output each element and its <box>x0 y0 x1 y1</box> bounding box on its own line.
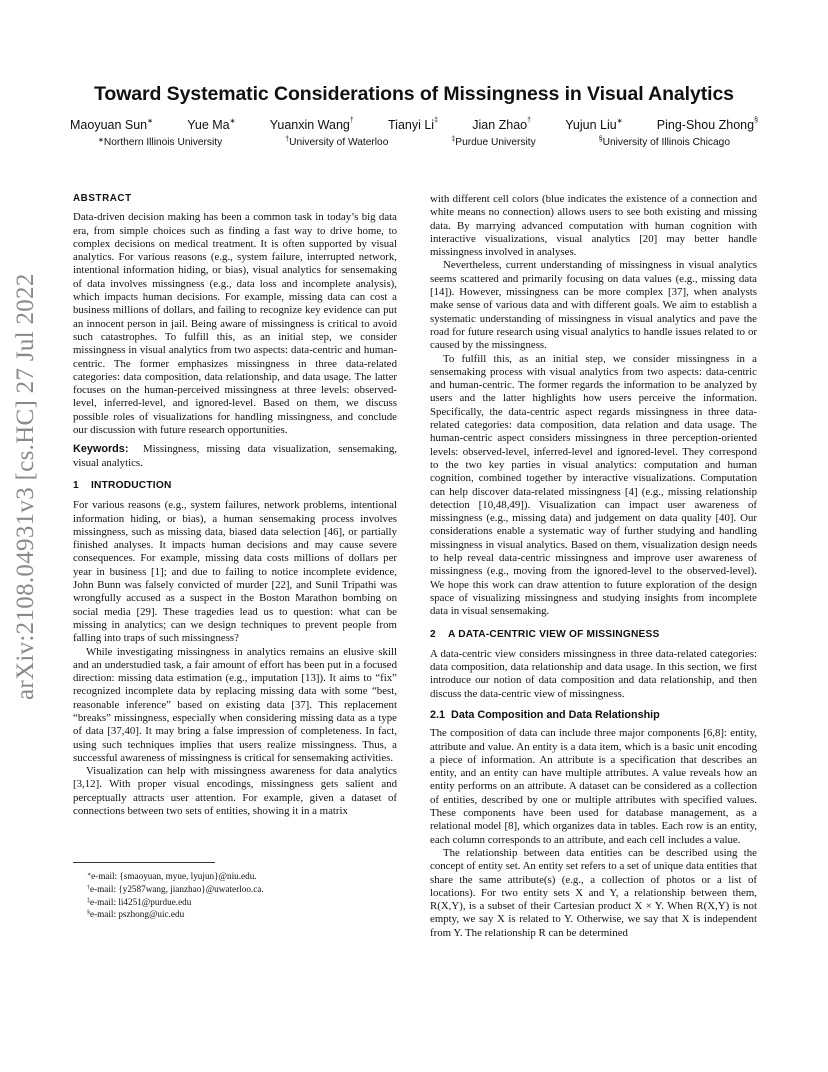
paragraph: The composition of data can include three major components [6,8]: entity, attribute and value. An entity is a data item, which is a basic unit encoding a piece of information. An attribute is a specification that describes an entity, and an entity can have multiple attributes. A value reveals how an entity performs on an attribute. A dataset can be considered as a collection of entities, described by one or multiple attributes with specified values. These components have been used for database management, as a relational model [8], which organizes data in tables. Each row is an entity, each column corresponds to an attribute, and each cell includes a value. <box>430 727 757 846</box>
paragraph: The relationship between data entities can be described using the concept of entity set. An entity set refers to a set of unique data entities that share the same attribute(s) (e.g., a collection of photos or a list of locations). For two entity sets X and Y, a relationship between them, R(X,Y), is a subset of their Cartesian product X × Y. When R(X,Y) is not empty, we say X is related to Y. Otherwise, we say that X is independent from Y. The relationship R can be determined <box>430 846 757 939</box>
affiliation: ∗Northern Illinois University <box>98 137 223 148</box>
paper-title: Toward Systematic Considerations of Missingness in Visual Analytics <box>94 83 734 105</box>
author: Tianyi Li‡ <box>388 117 438 132</box>
paragraph: Nevertheless, current understanding of missingness in visual analytics seems scattered and primarily focusing on data values (e.g., missing data [14]). However, missingness can be more complex [37], when analysts make sense of various data and with different goals. We aim to establish a systematic understanding of missingness in visual analytics and pave the road for future research using visual analytics to handle issues related to or caused by the missingness. <box>430 259 757 352</box>
footnote: ‡e-mail: li4251@purdue.edu <box>87 896 192 907</box>
keywords-label: Keywords: <box>73 443 129 456</box>
author: Maoyuan Sun∗ <box>70 118 154 132</box>
paragraph: To fulfill this, as an initial step, we consider missingness in a sensemaking process with visual analytics from two aspects: data-centric and human-centric. The former regards the information to be analyzed by users and the latter highlights how users perceive the information. Specifically, the data-centric aspect regards missingness in three data-related categories: data composition, data relation and data usage. The human-centric aspect considers missingness in three perception-oriented levels: observed-level, inferred-level and ignored-level. They correspond to the two key parties in visual analytics: computation and human cognition, combined together by interactive visualizations. Computation can help discover data-related missingness [4] (e.g., missing relationship detection [10,48,49]). Visualization can impact user awareness of missingness (e.g., missing data) and judgement on data quality [40]. Our considerations enable a systematic way of further studying and handling missingness in visual analytics. Based on them, visualization design needs to help reveal data-centric missingness and improve user awareness of missingness (e.g., moving from the ignored-level to the observed-level). We hope this work can draw attention to future exploration of the design space of visualizing missingness and studying insights from incomplete data in visual sensemaking. <box>430 352 757 618</box>
abstract-heading: ABSTRACT <box>73 193 132 204</box>
footnote-rule <box>73 862 215 863</box>
subsection-heading: 2.1 Data Composition and Data Relationship <box>430 708 660 721</box>
paragraph: with different cell colors (blue indicates the existence of a connection and white means no connection) allows users to see both existing and missing data. By marrying advanced computation with human cognition with interactive visualizations, visual analytics [20] may better handle missingness involved in analyses. <box>430 193 757 259</box>
footnote: ∗e-mail: {smaoyuan, myue, lyujun}@niu.edu. <box>87 871 257 881</box>
affiliation: †University of Waterloo <box>285 136 389 148</box>
footnote: §e-mail: pszhong@uic.edu <box>87 909 185 920</box>
paragraph: A data-centric view considers missingness in three data-related categories: data composition, data relationship and data usage. In this section, we first introduce our notion of data composition and data relationship, and then discuss the data-centric view of missingness. <box>430 647 757 700</box>
affiliation: ‡Purdue University <box>451 136 536 148</box>
paragraph: For various reasons (e.g., system failures, network problems, intentional information hiding, or bias), a human sensemaking process involves missingness, such as missing data, biased data selection [46], or partially finished analyses. It impacts human decisions and may cause severe consequences. For example, missing data costs millions of dollars per year in business [1]; and due to failing to notice incomplete evidence, John Bunn was falsely convicted of murder [22], and Sunil Tripathi was wrongfully accused as a suspect in the Boston Marathon bombing on social media [29]. These tragedies lead us to question: what can be missing in analytics; can we design techniques to prevent people from falling into traps of such missingness? <box>73 499 397 645</box>
author: Ping-Shou Zhong§ <box>656 117 758 132</box>
right-column <box>430 193 757 940</box>
keywords-text: Missingness, missing data visualization, sensemaking, visual analytics. <box>73 443 397 469</box>
author: Jian Zhao† <box>472 117 532 132</box>
affiliation-list <box>98 137 730 148</box>
left-column <box>73 192 397 818</box>
arxiv-identifier: arXiv:2108.04931v3 [cs.HC] 27 Jul 2022 <box>12 273 39 700</box>
footnote: †e-mail: {y2587wang, jianzhao}@uwaterloo.ca. <box>87 883 264 894</box>
section-heading-data-centric: 2 A DATA-CENTRIC VIEW OF MISSINGNESS <box>430 628 660 640</box>
author: Yujun Liu∗ <box>565 118 623 132</box>
author: Yue Ma∗ <box>187 118 236 132</box>
paragraph: Visualization can help with missingness awareness for data analytics [3,12]. With proper visual encodings, missingness gets salient and perceptually attracts user attention. For example, given a dataset of connections between two sets of entities, showing it in a matrix <box>73 765 397 818</box>
section-heading-introduction: 1 INTRODUCTION <box>73 479 172 491</box>
footnotes <box>73 862 397 921</box>
author-list <box>70 118 758 136</box>
paragraph: While investigating missingness in analytics remains an elusive skill and an understudied task, a fair amount of effort has been put in a focused direction: missing data estimation (e.g., imputation [13]). It aims to “fix” recognized incomplete data by replacing missing data with some “best, reasonable inference” based on existing data [37]. This replacement “breaks” missingness, especially when considering missing data as a type of data [37,40]. It may bring a false impression of completeness. In fact, using such techniques implies that users realize missingness. Thus, a successful awareness of missingness is critical for sensemaking activities. <box>73 645 397 764</box>
abstract-text: Data-driven decision making has been a common task in today’s big data era, from simple choices such as finding a fast way to drive home, to complex decisions on medical treatment. It is often supported by visual analytics. For various reasons (e.g., system failure, interrupted network, intentional information hiding, or bias), visual analytics for sensemaking of data involves missingness (e.g., data loss and incomplete analysis), which impacts human decisions. For example, missing data can cost a business millions of dollars, and failing to recognize key evidence can put an innocent person in jail. Being aware of missingness is critical to avoid such catastrophes. To fulfill this, as an initial step, we consider missingness in visual analytics from two aspects: data-centric and human-centric. The former emphasizes missingness in three data-related categories: data composition, data relationship, and data usage. The latter focuses on the human-perceived missingness at three levels: observed-level, inferred-level, and ignored-level. Based on them, we discuss possible roles of visualizations for handling missingness, and conclude our discussion with future research opportunities. <box>73 211 397 437</box>
affiliation: §University of Illinois Chicago <box>598 136 730 148</box>
keywords <box>73 443 397 470</box>
author: Yuanxin Wang† <box>269 117 354 132</box>
